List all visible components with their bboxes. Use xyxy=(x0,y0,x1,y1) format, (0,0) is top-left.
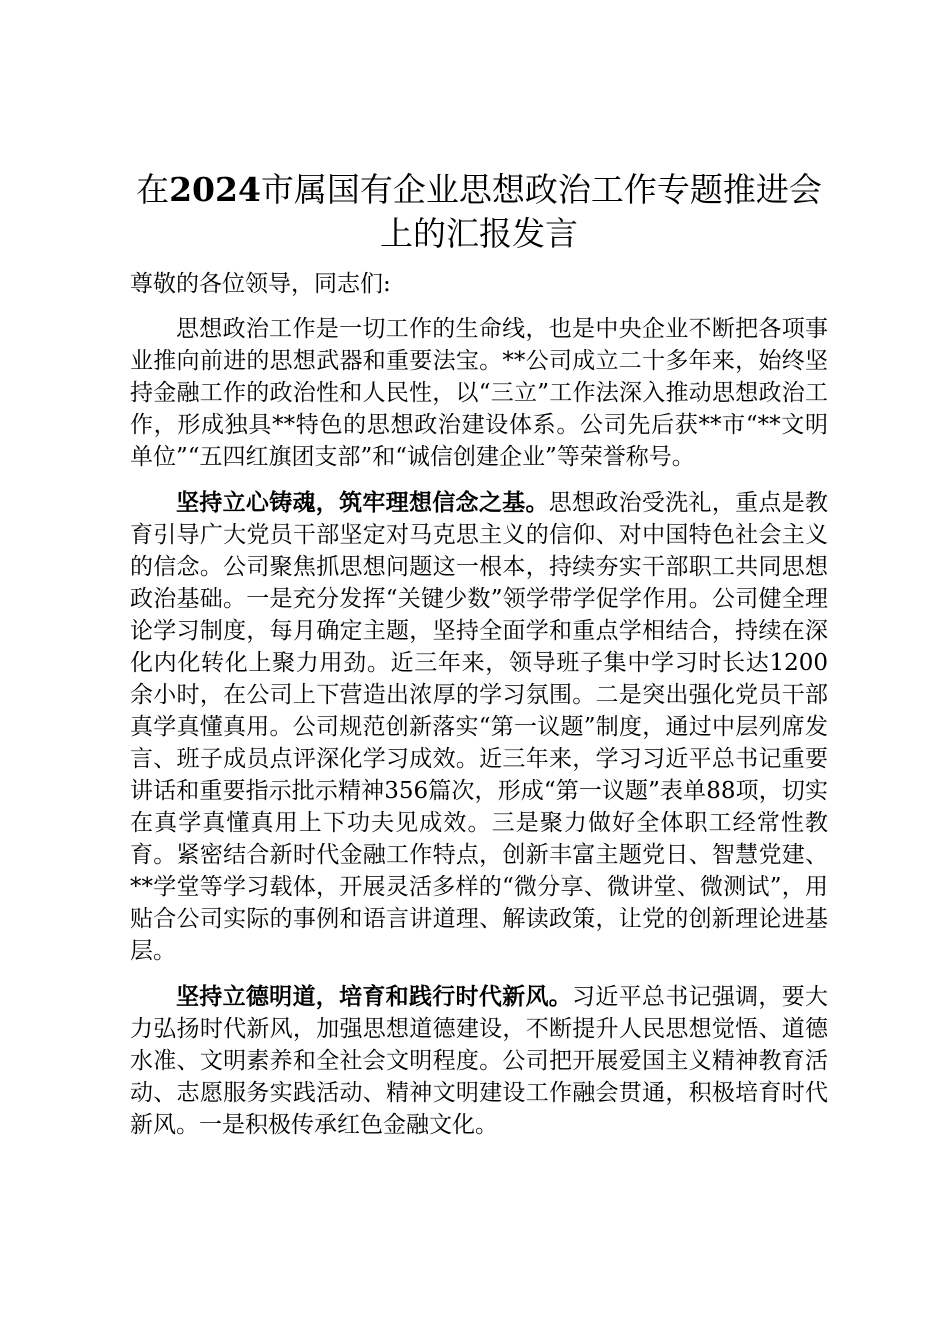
title-rest: 市属国有企业思想政治工作专题推进会上的汇报发言 xyxy=(260,170,822,253)
title-year: 2024 xyxy=(169,170,261,209)
paragraph-section-2 xyxy=(130,981,828,1141)
section-2-text: 习近平总书记强调，要大力弘扬时代新风，加强思想道德建设，不断提升人民思想觉悟、道德水准、文明素养和全社会文明程度。公司把开展爱国主义精神教育活动、志愿服务实践活动、精神文明建设工作融会贯通，积极培育时代新风。一是积极传承红色金融文化。 xyxy=(130,984,829,1138)
title-prefix: 在 xyxy=(136,170,170,209)
paragraph-section-1 xyxy=(130,487,828,967)
section-2-heading: 坚持立德明道，培育和践行时代新风。 xyxy=(176,983,573,1010)
document-page xyxy=(130,168,828,1155)
paragraph-intro xyxy=(130,313,828,473)
document-title xyxy=(130,168,828,256)
salutation: 尊敬的各位领导，同志们: xyxy=(130,271,391,297)
paragraph-intro-text: 思想政治工作是一切工作的生命线，也是中央企业不断把各项事业推向前进的思想武器和重要法宝。**公司成立二十多年来，始终坚持金融工作的政治性和人民性，以“三立”工作法深入推动思想政治工作，形成独具**特色的思想政治建设体系。公司先后获**市“**文明单位”“五四红旗团支部”和“诚信创建企业”等荣誉称号。 xyxy=(130,316,828,470)
section-1-text: 思想政治受洗礼，重点是教育引导广大党员干部坚定对马克思主义的信仰、对中国特色社会主义的信念。公司聚焦抓思想问题这一根本，持续夯实干部职工共同思想政治基础。一是充分发挥“关键少数”领学带学促学作用。公司健全理论学习制度，每月确定主题，坚持全面学和重点学相结合，持续在深化内化转化上聚力用劲。近三年来，领导班子集中学习时长达1200余小时，在公司上下营造出浓厚的学习氛围。二是突出强化党员干部真学真懂真用。公司规范创新落实“第一议题”制度，通过中层列席发言、班子成员点评深化学习成效。近三年来，学习习近平总书记重要讲话和重要指示批示精神356篇次，形成“第一议题”表单88项，切实在真学真懂真用上下功夫见成效。三是聚力做好全体职工经常性教育。紧密结合新时代金融工作特点，创新丰富主题党日、智慧党建、**学堂等学习载体，开展灵活多样的“微分享、微讲堂、微测试”，用贴合公司实际的事例和语言讲道理、解读政策，让党的创新理论进基层。 xyxy=(130,490,829,964)
section-1-heading: 坚持立心铸魂，筑牢理想信念之基。 xyxy=(176,489,549,516)
